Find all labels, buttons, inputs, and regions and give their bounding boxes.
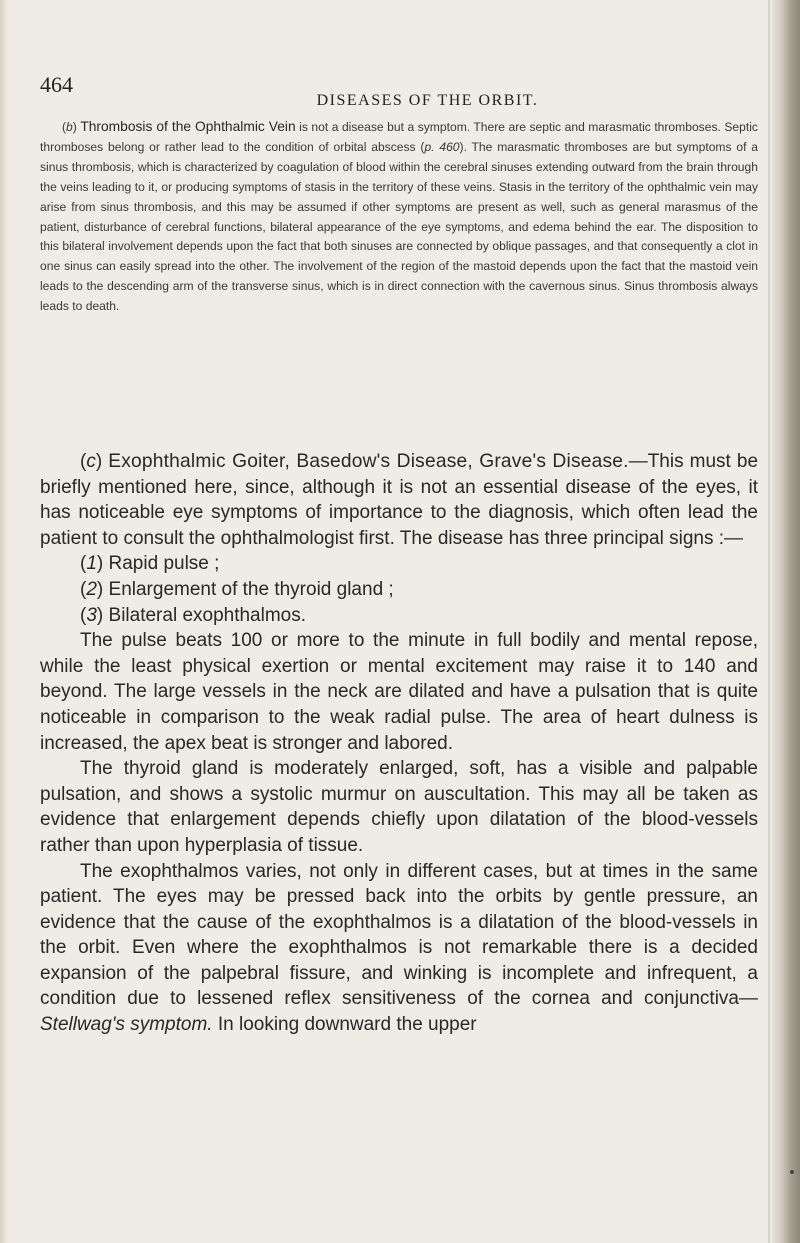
sign-text: Bilateral exophthalmos. [108,604,307,626]
section-b-page-ref: p. 460 [424,139,460,154]
exophthalmos-text-2: In looking downward the upper [212,1014,477,1036]
section-b [40,117,758,317]
section-c-intro: —This must be briefly mentioned here, since, although it is not an essential disease of the eyes, it has noticeable eye symptoms of importance to the diagnosis, which often lead the patient to consult the ophthalmologist first. The disease has three principal signs :— [40,451,759,549]
exophthalmos-paragraph [40,859,758,1038]
sign-number: 1 [86,553,97,575]
sign-text: Enlargement of the thyroid gland ; [108,578,394,600]
sign-item: (3) Bilateral exophthalmos. [80,604,307,626]
pulse-paragraph: The pulse beats 100 or more to the minute in full bodily and mental repose, while the least physical exertion or mental excitement may raise it to 140 and beyond. The large vessels in the neck are dilated and have a pulsation that is quite noticeable in comparison to the weak radial pulse. The area of heart dulness is increased, the apex beat is stronger and labored. [40,630,758,754]
section-b-text-1: is not a disease but a symptom. There are septic and marasmatic thromboses. Septic thromboses belong or rather lead to the condition of orbital abscess ( [40,120,758,154]
page-header [40,72,760,112]
section-b-paragraph: (b) Thrombosis of the Ophthalmic Vein is not a disease but a symptom. There are septic and marasmatic thromboses. Septic thromboses belong or rather lead to the condition of orbital abscess (p. 460). The marasmatic thromboses are but symptoms of a sinus thrombosis, which is characterized by coagulation of blood within the cerebral sinuses extending outward from the brain through the veins leading to it, or producing symptoms of stasis in the territory of these veins. Stasis in the territory of the ophthalmic vein may arise from sinus thrombosis, and this may be assumed if other symptoms are present as well, such as general marasmus of the patient, disturbance of cerebral functions, bilateral appearance of the eye symptoms, and edema behind the ear. The disposition to this bilateral involvement depends upon the fact that both sinuses are connected by oblique passages, and that consequently a clot in one sinus can easily spread into the other. The involvement of the region of the mastoid depends upon the fact that the mastoid vein leads to the descending arm of the transverse sinus, which is in direct connection with the cavernous sinus. Sinus thrombosis always leads to death. [40,119,758,314]
section-b-heading: Thrombosis of the Ophthalmic Vein [80,119,296,134]
page-edge-line [768,0,770,1243]
sign-number: 2 [86,578,97,600]
page-number: 464 [40,72,73,97]
page-edge [772,0,800,1243]
margin-mark [790,1170,794,1174]
sign-item: (2) Enlargement of the thyroid gland ; [80,578,394,600]
sign-text: Rapid pulse ; [108,553,220,575]
exophthalmos-text-1: The exophthalmos varies, not only in different cases, but at times in the same patient. The eyes may be pressed back into the orbits by gentle pressure, an evidence that the cause of the exophthalmos is a dilatation of the blood-vessels in the orbit. Even where the exophthalmos is not remarkable there is a decided expansion of the palpebral fissure, and winking is incomplete and infrequent, a condition due to lessened reflex sensitiveness of the cornea and conjunctiva— [40,860,758,1010]
symptom-name: Stellwag's symptom. [40,1014,213,1036]
sign-item: (1) Rapid pulse ; [80,553,220,575]
section-c-intro-paragraph: (c) Exophthalmic Goiter, Basedow's Disease, Grave's Disease.—This must be briefly mentioned here, since, although it is not an essential disease of the eyes, it has noticeable eye symptoms of importance to the diagnosis, which often lead the patient to consult the ophthalmologist first. The disease has three principal signs :— [40,451,759,549]
sign-number: 3 [86,604,97,626]
section-c [40,449,758,1038]
section-c-heading: Exophthalmic Goiter, Basedow's Disease, Grave's Disease. [108,451,629,472]
section-b-label: b [66,120,73,134]
page-left-edge [0,0,8,1243]
thyroid-paragraph: The thyroid gland is moderately enlarged, soft, has a visible and palpable pulsation, and shows a systolic murmur on auscultation. This may all be taken as evidence that enlargement depends chiefly upon dilatation of the blood-vessels rather than upon hyperplasia of tissue. [40,758,758,856]
section-b-text-2: ). The marasmatic thromboses are but symptoms of a sinus thrombosis, which is characterized by coagulation of blood within the cerebral sinuses extending outward from the brain through the veins leading to it, or producing symptoms of stasis in the territory of these veins. Stasis in the territory of the ophthalmic vein may arise from sinus thrombosis, and this may be assumed if other symptoms are present as well, such as general marasmus of the patient, disturbance of cerebral functions, bilateral appearance of the eye symptoms, and edema behind the ear. The disposition to this bilateral involvement depends upon the fact that both sinuses are connected by oblique passages, and that consequently a clot in one sinus can easily spread into the other. The involvement of the region of the mastoid depends upon the fact that the mastoid vein leads to the descending arm of the transverse sinus, which is in direct connection with the cavernous sinus. Sinus thrombosis always leads to death. [40,139,758,314]
section-c-label: c [86,451,96,472]
running-head: DISEASES OF THE ORBIT. [316,92,539,109]
